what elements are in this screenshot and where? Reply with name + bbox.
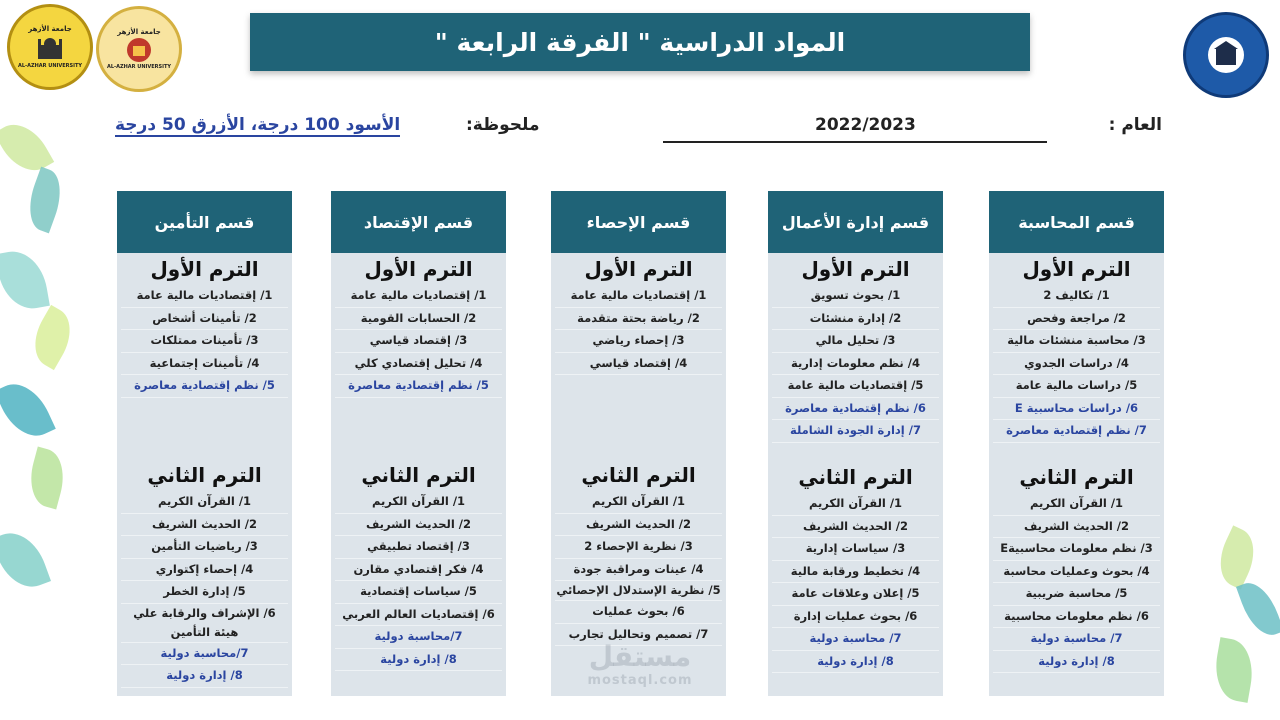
list-item: 6/ نظم إقتصادية معاصرة	[772, 398, 939, 421]
term-2-label: الترم الثاني	[147, 463, 262, 487]
department-header: قسم إدارة الأعمال	[768, 191, 943, 253]
list-item: 6/ نظم معلومات محاسبية	[993, 606, 1160, 629]
department-header: قسم المحاسبة	[989, 191, 1164, 253]
page-title-bar	[250, 13, 1030, 71]
list-item: 4/ تخطيط ورقابة مالية	[772, 561, 939, 584]
list-item: 1/ القرآن الكريم	[555, 491, 722, 514]
mosque-icon	[35, 33, 65, 63]
list-item: 2/ إدارة منشئات	[772, 308, 939, 331]
year-underline	[663, 141, 1047, 143]
list-item: 8/ إدارة دولية	[121, 665, 288, 688]
list-item: 5/ نظم إقتصادية معاصرة	[335, 375, 502, 398]
list-item: 5/ إقتصاديات مالية عامة	[772, 375, 939, 398]
crest-icon	[125, 36, 153, 64]
leaf-decoration-left	[0, 110, 80, 610]
list-item: 4/ إقتصاد قياسي	[555, 353, 722, 376]
list-item: 7/ محاسبة دولية	[772, 628, 939, 651]
list-item: 3/ إحصاء رياضي	[555, 330, 722, 353]
department-header: قسم الإحصاء	[551, 191, 726, 253]
list-item: 3/ رياضيات التأمين	[121, 536, 288, 559]
term-2-list	[989, 493, 1164, 673]
list-item: 4/ فكر إقتصادي مقارن	[335, 559, 502, 582]
al-azhar-logo-center: جامعة الأزهر AL-AZHAR UNIVERSITY	[96, 6, 182, 92]
list-item: 2/ الحسابات القومية	[335, 308, 502, 331]
list-item: 4/ تحليل إقتصادي كلي	[335, 353, 502, 376]
list-item: 6/ دراسات محاسبية E	[993, 398, 1160, 421]
list-item: 3/ محاسبة منشئات مالية	[993, 330, 1160, 353]
list-item: 5/ محاسبة ضريبية	[993, 583, 1160, 606]
list-item: 8/ إدارة دولية	[772, 651, 939, 674]
list-item: 5/ إدارة الخطر	[121, 581, 288, 604]
building-icon	[1204, 33, 1248, 77]
term-2-list	[768, 493, 943, 673]
list-item: 2/ رياضة بحتة متقدمة	[555, 308, 722, 331]
list-item: 3/ تأمينات ممتلكات	[121, 330, 288, 353]
list-item: 2/ الحديث الشريف	[121, 514, 288, 537]
list-item: 3/ تحليل مالي	[772, 330, 939, 353]
watermark-arabic: مستقل	[588, 640, 692, 673]
list-item: 1/ القرآن الكريم	[335, 491, 502, 514]
department-column-economics	[331, 191, 506, 696]
list-item: 4/ دراسات الجدوي	[993, 353, 1160, 376]
list-item: 3/ سياسات إدارية	[772, 538, 939, 561]
list-item: 1/ إقتصاديات مالية عامة	[121, 285, 288, 308]
list-item: 4/ تأمينات إجتماعية	[121, 353, 288, 376]
list-item: 1/ القرآن الكريم	[993, 493, 1160, 516]
list-item: 5/ سياسات إقتصادية	[335, 581, 502, 604]
list-item: 4/ إحصاء إكتواري	[121, 559, 288, 582]
list-item: 2/ الحديث الشريف	[335, 514, 502, 537]
term-1-label: الترم الأول	[364, 257, 473, 281]
term-2-list	[117, 491, 292, 688]
term-1-label: الترم الأول	[584, 257, 693, 281]
list-item: 4/ عينات ومراقبة جودة	[555, 559, 722, 582]
list-item: 5/ نظرية الإستدلال الإحصائي	[555, 581, 722, 601]
term-2-list	[551, 491, 726, 646]
year-value: 2022/2023	[815, 115, 916, 135]
list-item: 6/ إقتصاديات العالم العربي	[335, 604, 502, 627]
page-title: المواد الدراسية " الفرقة الرابعة "	[434, 27, 846, 57]
list-item: 5/ إعلان وعلاقات عامة	[772, 583, 939, 606]
term-2-label: الترم الثاني	[581, 463, 696, 487]
list-item: 7/ نظم إقتصادية معاصرة	[993, 420, 1160, 443]
faculty-seal-logo	[1183, 12, 1269, 98]
term-1-list	[989, 285, 1164, 443]
term-1-list	[117, 285, 292, 398]
year-label: العام :	[1108, 115, 1162, 135]
list-item: 3/ نظم معلومات محاسبيةE	[993, 538, 1160, 561]
department-column-business	[768, 191, 943, 696]
list-item: 7/ إدارة الجودة الشاملة	[772, 420, 939, 443]
list-item: 6/ بحوث عمليات إدارة	[772, 606, 939, 629]
department-header: قسم التأمين	[117, 191, 292, 253]
watermark	[560, 640, 720, 702]
al-azhar-logo-left: جامعة الأزهر AL-AZHAR UNIVERSITY	[7, 4, 93, 90]
note-label: ملحوظة:	[466, 115, 540, 135]
list-item: 1/ بحوث تسويق	[772, 285, 939, 308]
list-item: 1/ تكاليف 2	[993, 285, 1160, 308]
leaf-decoration-right	[1200, 520, 1280, 720]
list-item: 7/ محاسبة دولية	[993, 628, 1160, 651]
term-1-list	[331, 285, 506, 398]
list-item: 1/ القرآن الكريم	[772, 493, 939, 516]
list-item: 7/محاسبة دولية	[335, 626, 502, 649]
list-item: 5/ دراسات مالية عامة	[993, 375, 1160, 398]
list-item: 8/ إدارة دولية	[993, 651, 1160, 674]
term-1-list	[768, 285, 943, 443]
note-value: الأسود 100 درجة، الأزرق 50 درجة	[115, 115, 401, 135]
list-item: 2/ تأمينات أشخاص	[121, 308, 288, 331]
term-2-label: الترم الثاني	[798, 465, 913, 489]
list-item: 2/ مراجعة وفحص	[993, 308, 1160, 331]
list-item: 1/ إقتصاديات مالية عامة	[555, 285, 722, 308]
department-column-statistics	[551, 191, 726, 696]
list-item: 7/محاسبة دولية	[121, 643, 288, 666]
term-1-label: الترم الأول	[1022, 257, 1131, 281]
department-column-insurance	[117, 191, 292, 696]
term-2-label: الترم الثاني	[1019, 465, 1134, 489]
list-item: 4/ نظم معلومات إدارية	[772, 353, 939, 376]
list-item: 1/ إقتصاديات مالية عامة	[335, 285, 502, 308]
list-item: 3/ نظرية الإحصاء 2	[555, 536, 722, 559]
list-item: 3/ إقتصاد تطبيقي	[335, 536, 502, 559]
term-1-list	[551, 285, 726, 375]
list-item: 7/ تصميم وتحاليل تجارب	[555, 624, 722, 647]
watermark-url: mostaql.com	[587, 673, 693, 688]
term-1-label: الترم الأول	[150, 257, 259, 281]
term-2-label: الترم الثاني	[361, 463, 476, 487]
list-item: 4/ بحوث وعمليات محاسبة	[993, 561, 1160, 584]
list-item: 8/ إدارة دولية	[335, 649, 502, 672]
list-item: 1/ القرآن الكريم	[121, 491, 288, 514]
department-column-accounting	[989, 191, 1164, 696]
list-item: 5/ نظم إقتصادية معاصرة	[121, 375, 288, 398]
department-header: قسم الإقتصاد	[331, 191, 506, 253]
term-1-label: الترم الأول	[801, 257, 910, 281]
list-item: 2/ الحديث الشريف	[993, 516, 1160, 539]
list-item: 6/ الإشراف والرقابة علي هيئة التأمين	[121, 604, 288, 643]
list-item: 2/ الحديث الشريف	[555, 514, 722, 537]
list-item: 2/ الحديث الشريف	[772, 516, 939, 539]
list-item: 3/ إقتصاد قياسي	[335, 330, 502, 353]
list-item: 6/ بحوث عمليات	[555, 601, 722, 624]
term-2-list	[331, 491, 506, 671]
